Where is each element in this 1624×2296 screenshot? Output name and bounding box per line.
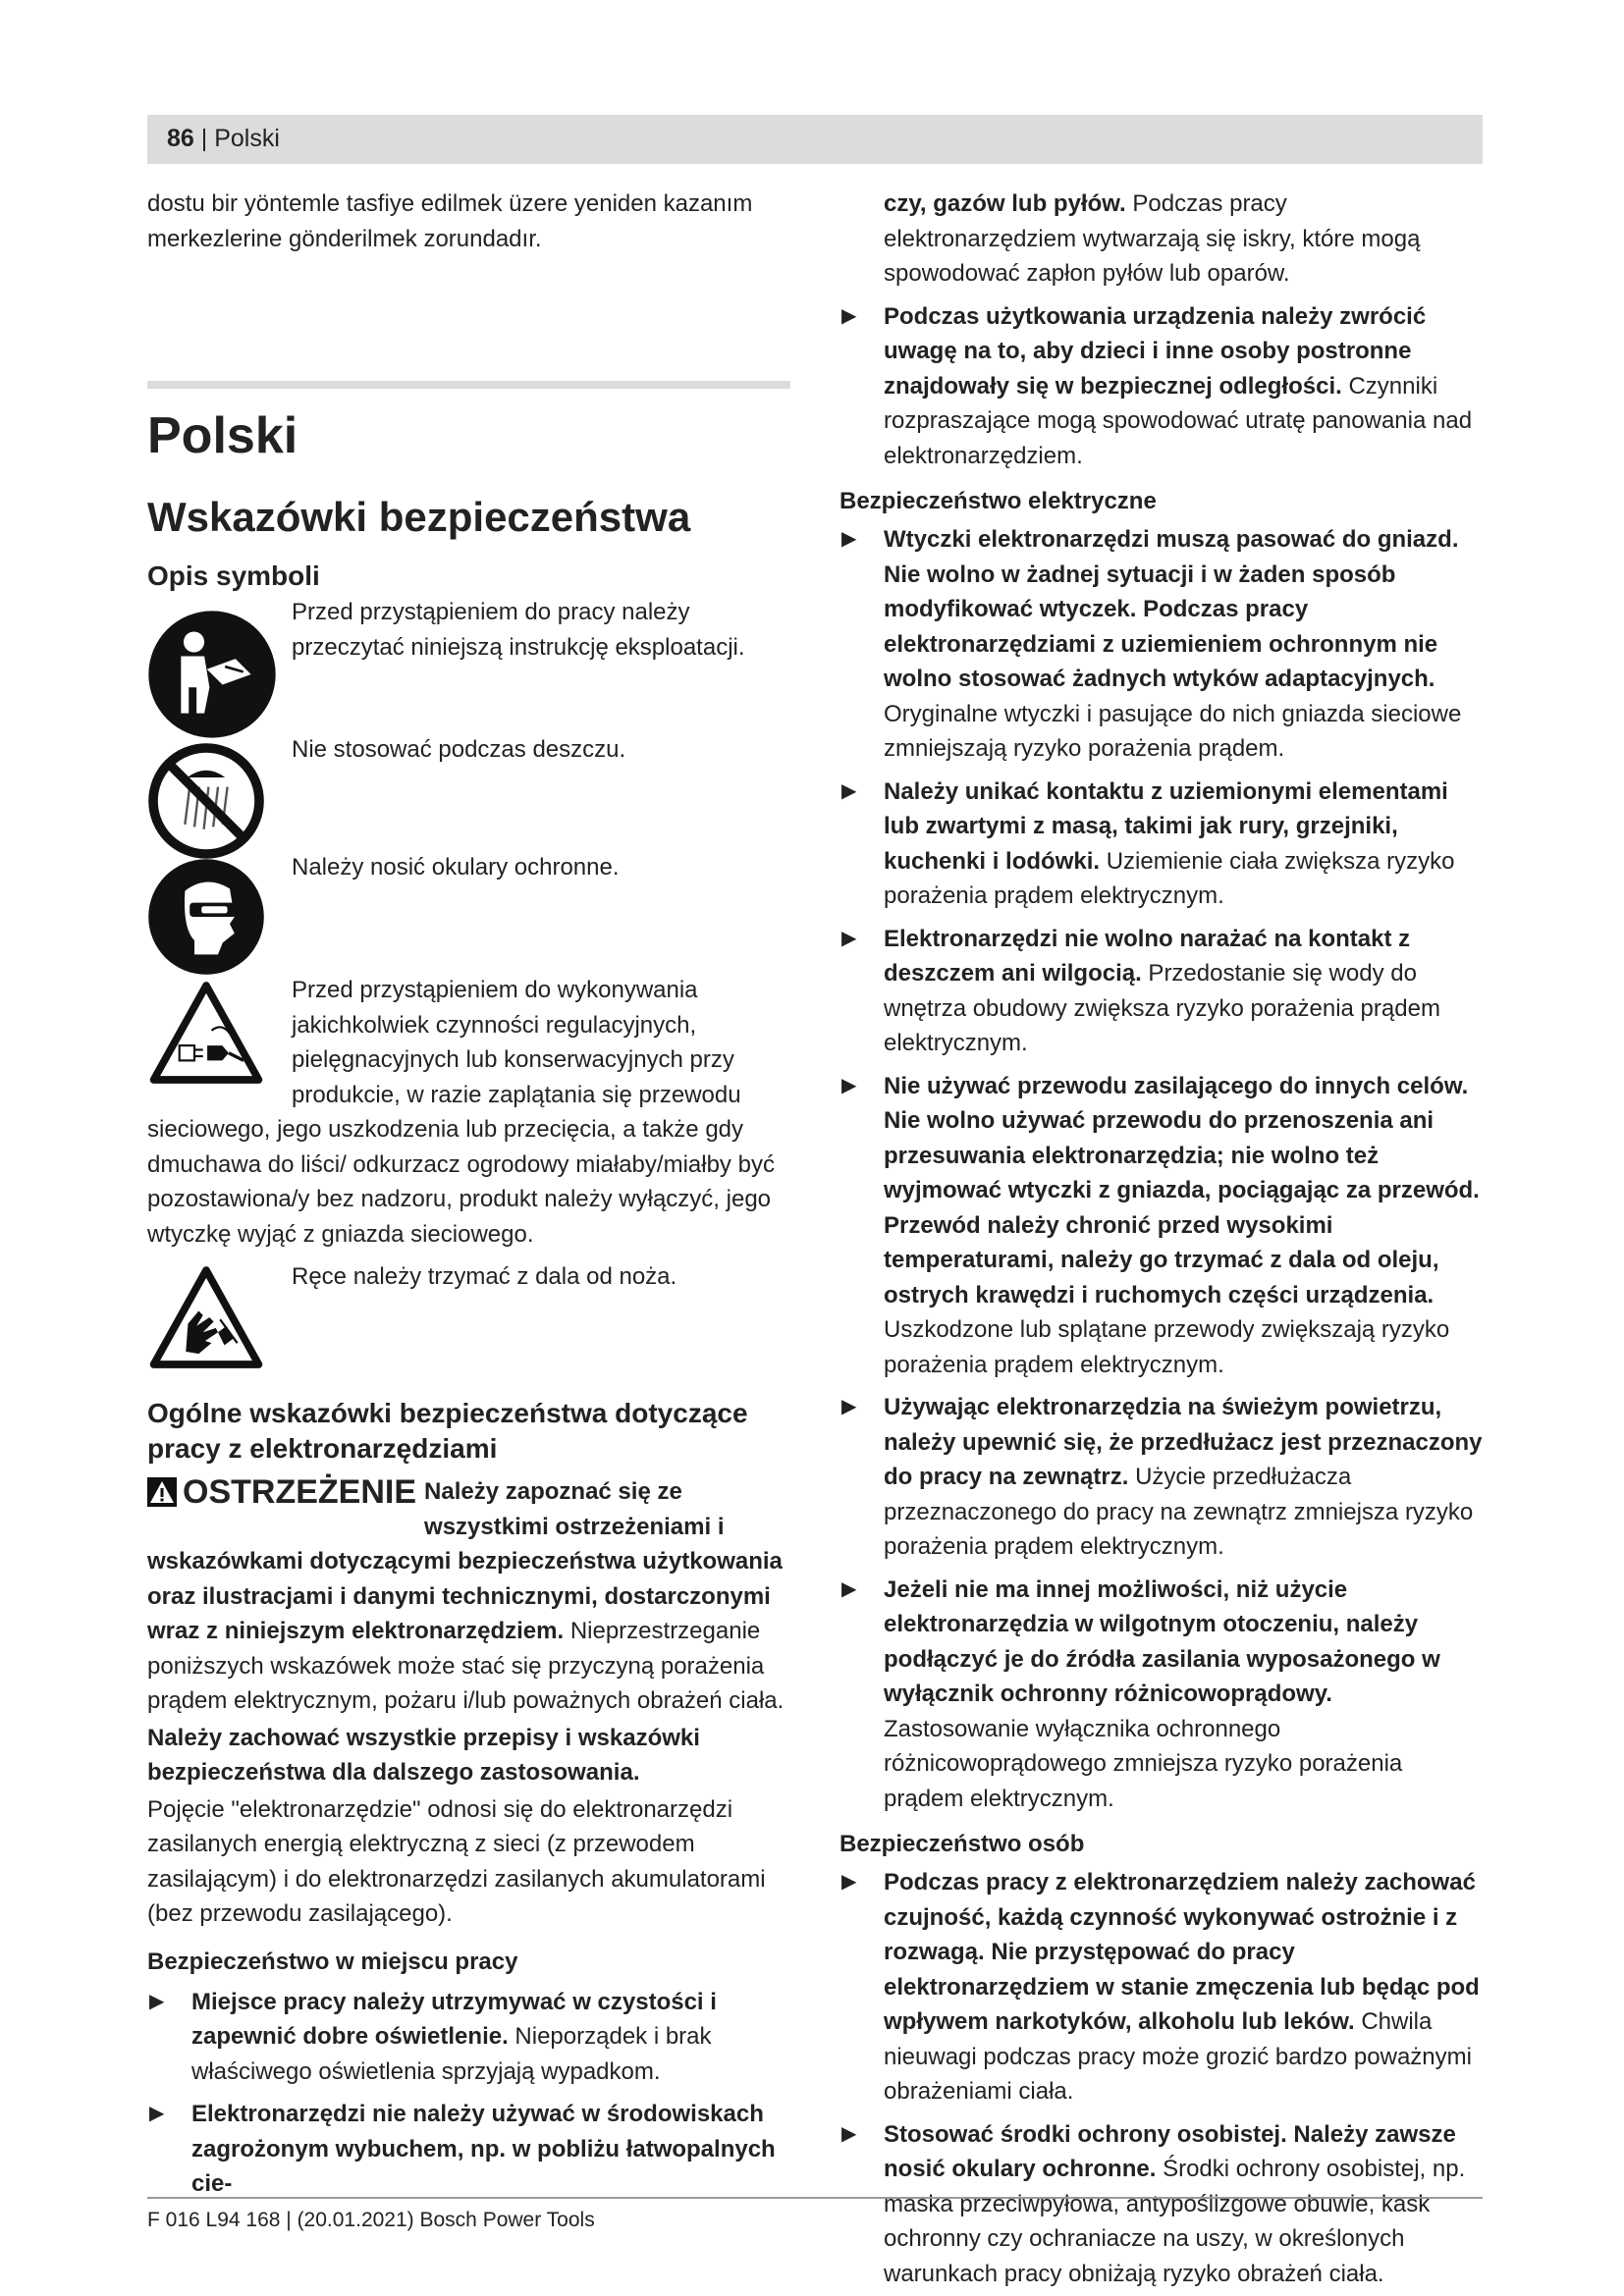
page-number: 86 bbox=[167, 125, 194, 152]
workplace-heading: Bezpieczeństwo w miejscu pracy bbox=[147, 1948, 518, 1975]
bullet-arrow-icon: ▶ bbox=[841, 1871, 857, 1893]
bullet-arrow-icon: ▶ bbox=[841, 1074, 857, 1096]
symbol-text: Ręce należy trzymać z dala od noża. bbox=[292, 1263, 677, 1290]
no-rain-icon bbox=[147, 742, 265, 860]
list-item: ▶ Elektronarzędzi nie należy używać w środowiskach zagrożonym wybuchem, np. w pobliżu łatwopalnych cie- bbox=[147, 2097, 795, 2202]
page-footer bbox=[147, 2197, 1483, 2232]
list-item: ▶ Nie używać przewodu zasilającego do innych celów. Nie wolno używać przewodu do przenoszenia ani przesuwania elektronarzędzia; nie wolno też wyjmować wtyczki z gniazda, pociągając za przewód. Przewód należy chronić przed wysokimi temperaturami, należy go trzymać z dala od oleju, ostrych krawędzi i ruchomych części urządzenia. Uszkodzone lub splątane przewody zwiększają ryzyko porażenia prądem elektrycznym. bbox=[839, 1069, 1483, 1383]
continued-text: czy, gazów lub pyłów. Podczas pracy elektronarzędziem wytwarzają się iskry, które mogą spowodować zapłon pyłów lub oparów. bbox=[884, 190, 1421, 287]
bullet-arrow-icon: ▶ bbox=[149, 2103, 165, 2124]
symbol-row bbox=[147, 973, 795, 1252]
symbol-text: Należy nosić okulary ochronne. bbox=[292, 854, 620, 881]
footer-text: F 016 L94 168 | (20.01.2021) Bosch Power Tools bbox=[147, 2209, 595, 2231]
list-item: ▶ Podczas użytkowania urządzenia należy zwrócić uwagę na to, aby dzieci i inne osoby postronne znajdowały się w bezpiecznej odległości. Czynniki rozpraszające mogą spowodować utratę panowania nad elektronarzędziem. bbox=[839, 299, 1483, 474]
main-heading: Wskazówki bezpieczeństwa bbox=[147, 494, 691, 540]
safety-goggles-icon bbox=[147, 858, 265, 976]
page-header bbox=[147, 115, 1483, 164]
bullet-arrow-icon: ▶ bbox=[841, 528, 857, 550]
warning-triangle-icon bbox=[147, 1477, 177, 1507]
section-title: Polski bbox=[147, 407, 298, 464]
list-item: ▶ Używając elektronarzędzia na świeżym powietrzu, należy upewnić się, że przedłużacz jest przeznaczony do pracy na zewnątrz. Użycie przedłużacza przeznaczonego do pracy na zewnątrz zmniejsza ryzyko porażenia prądem elektrycznym. bbox=[839, 1390, 1483, 1565]
warning-paragraph: OSTRZEŻENIE Należy zapoznać się ze wszystkimi ostrzeżeniami i wskazówkami dotyczącymi bezpieczeństwa użytkowania oraz ilustracjami i danymi technicznymi, dostarczonymi wraz z niniejszym elektronarzędziem. Nieprzestrzeganie poniższych wskazówek może stać się przyczyną porażenia prądem elektrycznym, pożaru i/lub poważnych obrażeń ciała. bbox=[147, 1473, 785, 1714]
bullet-arrow-icon: ▶ bbox=[841, 304, 857, 327]
bullet-arrow-icon: ▶ bbox=[841, 2122, 857, 2145]
intro-text: dostu bir yöntemle tasfiye edilmek üzere yeniden kazanım merkezlerine gönderilmek zorundadır. bbox=[147, 190, 753, 252]
list-item: ▶ Elektronarzędzi nie wolno narażać na kontakt z deszczem ani wilgocią. Przedostanie się wody do wnętrza obudowy zwiększa ryzyko porażenia prądem elektrycznym. bbox=[839, 922, 1483, 1061]
symbol-text: Przed przystąpieniem do wykonywania jakichkolwiek czynności regulacyjnych, pielęgnacyjnych lub konserwacyjnych przy produkcie, w razie zaplątania się przewodu sieciowego, jego uszkodzenia lub przecięcia, a także gdy dmuchawa do liści/ odkurzacz ogrodowy miałaby/miałby być pozostawiona/y bez nadzoru, produkt należy wyłączyć, jego wtyczkę wyjąć z gniazda sieciowego. bbox=[147, 977, 775, 1248]
left-column bbox=[147, 187, 795, 2202]
keep-instructions: Należy zachować wszystkie przepisy i wskazówki bezpieczeństwa dla dalszego zastosowania. bbox=[147, 1724, 700, 1786]
list-item: ▶ Należy unikać kontaktu z uziemionymi elementami lub zwartymi z masą, takimi jak rury, grzejniki, kuchenki i lodówki. Uziemienie ciała zwiększa ryzyko porażenia prądem elektrycznym. bbox=[839, 774, 1483, 914]
bullet-arrow-icon: ▶ bbox=[149, 1990, 165, 2012]
blade-hand-warning-icon bbox=[147, 1263, 265, 1371]
bullet-arrow-icon: ▶ bbox=[841, 1577, 857, 1600]
bullet-arrow-icon: ▶ bbox=[841, 927, 857, 949]
section-divider bbox=[147, 381, 790, 389]
list-item: ▶ Stosować środki ochrony osobistej. Należy zawsze nosić okulary ochronne. Środki ochrony osobistej, np. maska przeciwpyłowa, antypoślizgowe obuwie, kask ochronny czy ochraniacze na uszy, w określonych warunkach pracy obniżają ryzyko obrażeń ciała. bbox=[839, 2117, 1483, 2292]
list-item: ▶ Wtyczki elektronarzędzi muszą pasować do gniazd. Nie wolno w żadnej sytuacji i w żaden sposób modyfikować wtyczek. Podczas pracy elektronarzędziami z uziemieniem ochronnym nie wolno stosować żadnych wtyków adaptacyjnych. Oryginalne wtyczki i pasujące do nich gniazda sieciowe zmniejszają ryzyko porażenia prądem. bbox=[839, 522, 1483, 767]
definition-text: Pojęcie "elektronarzędzie" odnosi się do elektronarzędzi zasilanych energią elektryczną z sieci (z przewodem zasilającym) i do elektronarzędzi zasilanych akumulatorami (bez przewodu zasilającego). bbox=[147, 1795, 766, 1927]
general-heading: Ogólne wskazówki bezpieczeństwa dotyczące pracy z elektronarzędziami bbox=[147, 1398, 748, 1464]
symbol-row bbox=[147, 850, 795, 973]
symbols-heading: Opis symboli bbox=[147, 561, 320, 591]
bullet-arrow-icon: ▶ bbox=[841, 1396, 857, 1417]
read-manual-icon bbox=[147, 610, 277, 739]
header-language: Polski bbox=[214, 125, 280, 152]
list-item: ▶ Miejsce pracy należy utrzymywać w czystości i zapewnić dobre oświetlenie. Nieporządek i brak właściwego oświetlenia sprzyjają wypadkom. bbox=[147, 1985, 795, 2090]
symbol-text: Nie stosować podczas deszczu. bbox=[292, 736, 626, 763]
list-item: ▶ Podczas pracy z elektronarzędziem należy zachować czujność, każdą czynność wykonywać ostrożnie i z rozwagą. Nie przystępować do pracy elektronarzędziem w stanie zmęczenia lub będąc pod wpływem narkotyków, alkoholu lub leków. Chwila nieuwagi podczas pracy może grozić bardzo poważnymi obrażeniami ciała. bbox=[839, 1865, 1483, 2109]
symbol-row bbox=[147, 1259, 795, 1372]
warning-label: OSTRZEŻENIE bbox=[147, 1474, 416, 1510]
header-separator: | bbox=[193, 125, 215, 152]
bullet-arrow-icon: ▶ bbox=[841, 779, 857, 802]
symbol-row bbox=[147, 732, 795, 850]
symbol-text: Przed przystąpieniem do pracy należy przeczytać niniejszą instrukcję eksploatacji. bbox=[292, 599, 745, 661]
electrical-heading: Bezpieczeństwo elektryczne bbox=[839, 488, 1157, 514]
symbol-row bbox=[147, 595, 795, 732]
right-column bbox=[839, 187, 1483, 2291]
personal-heading: Bezpieczeństwo osób bbox=[839, 1831, 1085, 1857]
list-item: ▶ Jeżeli nie ma innej możliwości, niż użycie elektronarzędzia w wilgotnym otoczeniu, należy podłączyć je do źródła zasilania wyposażonego w wyłącznik ochronny różnicowoprądowy. Zastosowanie wyłącznika ochronnego różnicowoprądowego zmniejsza ryzyko porażenia prądem elektrycznym. bbox=[839, 1573, 1483, 1817]
